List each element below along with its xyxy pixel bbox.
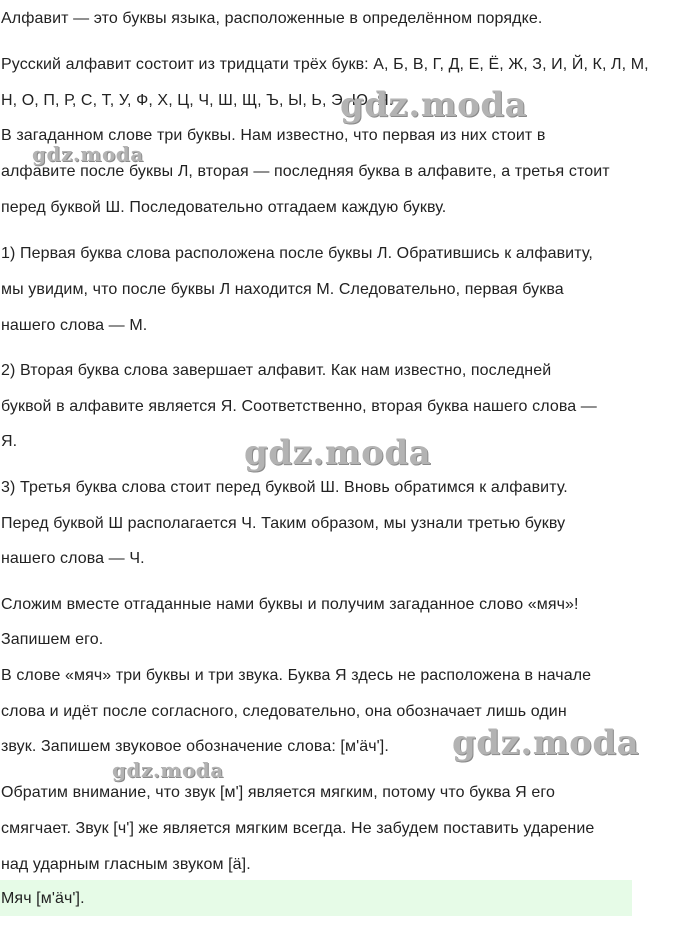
step-1-line-2: мы увидим, что после буквы Л находится М. Следовательно, первая буква	[1, 281, 564, 298]
paragraph-sounds-line-2: слова и идёт после согласного, следовательно, она обозначает лишь один	[1, 703, 567, 720]
paragraph-softness-line-2: смягчает. Звук [ч'] же является мягким всегда. Не забудем поставить ударение	[1, 820, 595, 837]
paragraph-sounds-line-3: звук. Запишем звуковое обозначение слова: [м'ӓч'].	[1, 738, 389, 755]
step-3-line-2: Перед буквой Ш располагается Ч. Таким образом, мы узнали третью букву	[1, 515, 566, 532]
watermark-logo: gdz.moda	[340, 85, 528, 125]
paragraph-sounds-line-1: В слове «мяч» три буквы и три звука. Буква Я здесь не расположена в начале	[1, 667, 592, 684]
watermark-logo: gdz.moda	[112, 758, 224, 782]
paragraph-word-line-2: Запишем его.	[1, 631, 104, 648]
step-1-line-1: 1) Первая буква слова расположена после буквы Л. Обратившись к алфавиту,	[1, 245, 593, 262]
paragraph-alphabet-letters-line-2: Н, О, П, Р, С, Т, У, Ф, Х, Ц, Ч, Ш, Щ, Ъ, Ы, Ь, Э, Ю, Я.	[1, 92, 394, 109]
answer-box	[0, 880, 632, 916]
step-2-line-3: Я.	[1, 433, 18, 450]
paragraph-alphabet-definition: Алфавит — это буквы языка, расположенные в определённом порядке.	[1, 10, 543, 27]
paragraph-softness-line-3: над ударным гласным звуком [ӓ].	[1, 856, 251, 873]
watermark-logo: gdz.moda	[452, 723, 640, 763]
paragraph-riddle-line-1: В загаданном слове три буквы. Нам известно, что первая из них стоит в	[1, 127, 546, 144]
paragraph-alphabet-letters-line-1: Русский алфавит состоит из тридцати трёх букв: А, Б, В, Г, Д, Е, Ё, Ж, З, И, Й, К, Л, М,	[1, 56, 649, 73]
step-3-line-1: 3) Третья буква слова стоит перед буквой Ш. Вновь обратимся к алфавиту.	[1, 479, 568, 496]
watermark-logo: gdz.moda	[32, 142, 144, 166]
paragraph-riddle-line-3: перед буквой Ш. Последовательно отгадаем каждую букву.	[1, 199, 447, 216]
step-2-line-2: буквой в алфавите является Я. Соответственно, вторая буква нашего слова —	[1, 398, 597, 415]
paragraph-riddle-line-2: алфавите после буквы Л, вторая — последняя буква в алфавите, а третья стоит	[1, 163, 610, 180]
answer-text: Мяч [м'ӓч'].	[1, 890, 85, 907]
step-3-line-3: нашего слова — Ч.	[1, 550, 145, 567]
paragraph-word-line-1: Сложим вместе отгаданные нами буквы и получим загаданное слово «мяч»!	[1, 596, 579, 613]
watermark-logo: gdz.moda	[244, 433, 432, 473]
step-2-line-1: 2) Вторая буква слова завершает алфавит. Как нам известно, последней	[1, 362, 552, 379]
step-1-line-3: нашего слова — М.	[1, 317, 148, 334]
paragraph-softness-line-1: Обратим внимание, что звук [м'] является мягким, потому что буква Я его	[1, 784, 555, 801]
